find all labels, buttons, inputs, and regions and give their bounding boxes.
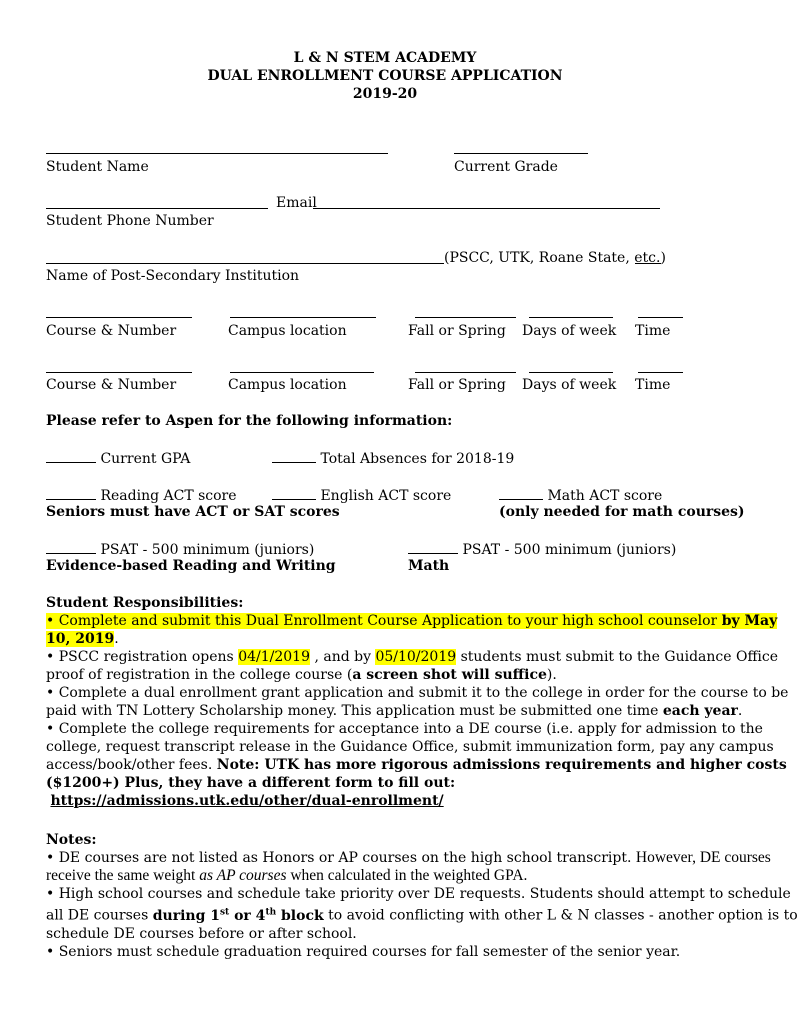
text: to avoid conflicting with other L & N classes - another option is to: [328, 907, 798, 924]
psat-ebrw-line[interactable]: [46, 541, 96, 554]
course-number-label: Course & Number: [46, 377, 177, 393]
reading-act-line[interactable]: [46, 487, 96, 500]
responsibility-4-cont: [46, 756, 787, 774]
responsibilities-section: [46, 594, 789, 810]
text: receive the same weight: [46, 867, 196, 884]
text: proof of registration in the college course (: [46, 667, 353, 683]
psat-ebrw-subtitle: Evidence-based Reading and Writing: [46, 558, 336, 574]
current-gpa-label: Current GPA: [100, 451, 191, 467]
email-line[interactable]: [313, 208, 660, 209]
reading-act-label: Reading ACT score: [100, 488, 237, 504]
days-line[interactable]: [529, 372, 613, 373]
psat-math-line[interactable]: [408, 541, 458, 554]
english-act-line[interactable]: [272, 487, 316, 500]
english-act-label: English ACT score: [320, 488, 452, 504]
institution-line[interactable]: [46, 263, 444, 264]
institution-hint-line[interactable]: [635, 263, 661, 264]
responsibility-3-cont: [46, 702, 743, 720]
text: when calculated in the weighted GPA.: [290, 867, 528, 884]
seniors-note: Seniors must have ACT or SAT scores: [46, 504, 340, 520]
campus-location-label: Campus location: [228, 377, 347, 393]
student-name-label: Student Name: [46, 159, 149, 175]
text: • DE courses are not listed as Honors or AP courses on the high school transcript.: [46, 850, 632, 866]
responsibility-2-cont: [46, 666, 726, 684]
english-act-field: [272, 487, 451, 505]
text: access/book/other fees.: [46, 757, 213, 773]
text: all DE courses: [46, 907, 149, 924]
term-line[interactable]: [415, 372, 516, 373]
superscript: th: [265, 907, 277, 917]
student-name-line[interactable]: [46, 153, 388, 154]
course-number-line[interactable]: [46, 372, 192, 373]
note-1: [46, 849, 771, 867]
utk-admissions-link[interactable]: https://admissions.utk.edu/other/dual-enrollment/: [50, 793, 444, 809]
text: However, DE courses: [635, 849, 771, 866]
student-phone-label: Student Phone Number: [46, 213, 214, 229]
math-act-line[interactable]: [499, 487, 543, 500]
text: • PSCC registration opens: [46, 649, 234, 665]
responsibility-1-cont: [46, 630, 726, 648]
course-number-line[interactable]: [46, 317, 192, 318]
days-label: Days of week: [522, 323, 617, 339]
text: , and by: [314, 649, 371, 665]
time-label: Time: [635, 323, 671, 339]
note-2-cont: [46, 903, 798, 925]
days-line[interactable]: [529, 317, 613, 318]
institution-label: Name of Post-Secondary Institution: [46, 268, 300, 284]
aspen-heading: Please refer to Aspen for the following information:: [46, 413, 453, 429]
superscript: st: [219, 907, 230, 917]
bold-text: a screen shot will suffice: [352, 667, 547, 683]
days-label: Days of week: [522, 377, 617, 393]
campus-location-label: Campus location: [228, 323, 347, 339]
email-label: Email: [276, 195, 317, 211]
current-gpa-line[interactable]: [46, 450, 96, 463]
text: during 1: [152, 907, 220, 924]
utk-note: Note: UTK has more rigorous admissions requirements and higher costs: [216, 757, 787, 773]
psat-math-subtitle: Math: [408, 558, 450, 574]
note-2: • High school courses and schedule take priority over DE requests. Students should attempt to schedule: [46, 886, 791, 902]
total-absences-label: Total Absences for 2018-19: [320, 451, 515, 467]
psat-ebrw-label: PSAT - 500 minimum (juniors): [100, 542, 315, 558]
math-note: (only needed for math courses): [499, 504, 745, 520]
responsibility-1: [46, 612, 778, 630]
date-highlight: 05/10/2019: [375, 649, 457, 665]
psat-math-field: [408, 541, 676, 559]
time-line[interactable]: [638, 317, 683, 318]
text: students must submit to the Guidance Office: [460, 649, 778, 665]
text: block: [281, 907, 324, 924]
responsibility-4-cont: college, request transcript release in the Guidance Office, submit immunization form, pay any campus: [46, 739, 774, 755]
highlight-text: • Complete and submit this Dual Enrollment Course Application to your high school counselor: [46, 613, 718, 629]
note-3: • Seniors must schedule graduation required courses for fall semester of the senior year.: [46, 943, 681, 960]
utk-note-cont: ($1200+) Plus, they have a different form to fill out:: [46, 775, 456, 791]
text: .: [737, 703, 743, 719]
current-grade-label: Current Grade: [454, 159, 558, 175]
term-label: Fall or Spring: [408, 377, 506, 393]
course-number-label: Course & Number: [46, 323, 177, 339]
responsibility-4: • Complete the college requirements for acceptance into a DE course (i.e. apply for admission to the: [46, 721, 763, 737]
bold-text: [153, 908, 324, 924]
deadline-text: 10, 2019: [46, 631, 115, 647]
time-label: Time: [635, 377, 671, 393]
italic-text: as AP courses: [199, 867, 287, 884]
text: paid with TN Lottery Scholarship money. This application must be submitted one time: [46, 703, 659, 719]
form-title: DUAL ENROLLMENT COURSE APPLICATION: [207, 68, 563, 84]
term-label: Fall or Spring: [408, 323, 506, 339]
note-1-cont: [46, 867, 726, 885]
text: or 4: [234, 907, 266, 924]
current-grade-line[interactable]: [454, 153, 588, 154]
school-name: L & N STEM ACADEMY: [293, 50, 477, 66]
institution-hint: (PSCC, UTK, Roane State, etc.): [444, 250, 666, 266]
psat-ebrw-field: [46, 541, 314, 559]
campus-location-line[interactable]: [230, 372, 374, 373]
period-text: .: [114, 631, 119, 647]
total-absences-line[interactable]: [272, 450, 316, 463]
term-line[interactable]: [415, 317, 516, 318]
date-highlight: 04/1/2019: [238, 649, 310, 665]
deadline-text: by May: [721, 613, 778, 629]
text: ).: [546, 667, 557, 683]
student-phone-line[interactable]: [46, 208, 268, 209]
school-year: 2019-20: [352, 86, 418, 102]
bold-text: each year: [662, 703, 738, 719]
psat-math-label: PSAT - 500 minimum (juniors): [462, 542, 677, 558]
responsibility-2: [46, 648, 778, 666]
time-line[interactable]: [638, 372, 683, 373]
notes-heading: Notes:: [46, 832, 97, 848]
math-act-field: [499, 487, 662, 505]
notes-section: [46, 831, 798, 961]
note-2-cont: schedule DE courses before or after school.: [46, 925, 357, 942]
responsibilities-heading: Student Responsibilities:: [46, 595, 244, 611]
reading-act-field: [46, 487, 237, 505]
current-gpa-field: [46, 450, 190, 468]
total-absences-field: [272, 450, 514, 468]
responsibility-3: • Complete a dual enrollment grant application and submit it to the college in order for the course to be: [46, 685, 789, 701]
math-act-label: Math ACT score: [547, 488, 663, 504]
campus-location-line[interactable]: [230, 317, 376, 318]
